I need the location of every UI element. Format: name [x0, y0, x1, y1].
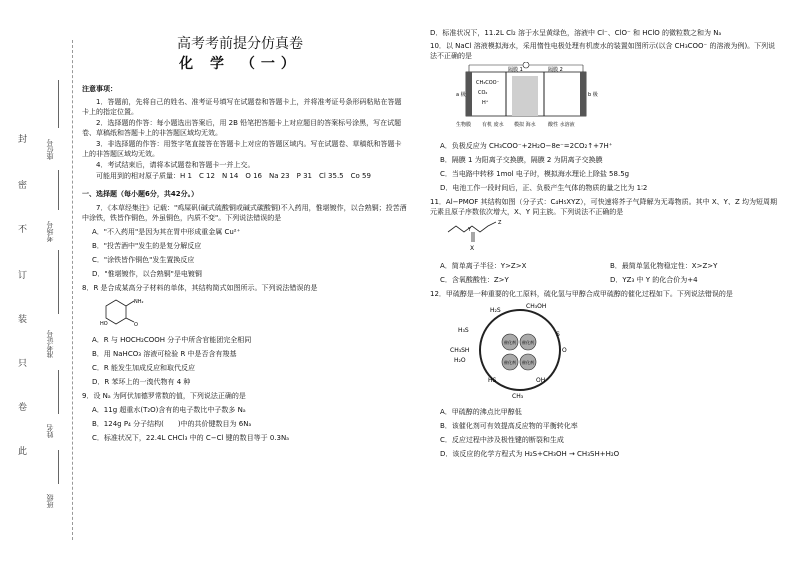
- exam-room-label: 考场号: [46, 221, 54, 242]
- species-oh: OH: [536, 377, 546, 384]
- catalyst-label: 催化剂: [522, 340, 534, 345]
- question-9-option-a: A．11g 超重水(T₂O)含有的电子数比中子数多 Nₐ: [92, 406, 246, 414]
- ion-co2: CO₂: [478, 90, 488, 96]
- question-10-option-c: C．当电路中转移 1mol 电子时，模拟海水理论上除盐 58.5g: [440, 170, 630, 178]
- name-label: 姓名: [46, 424, 54, 438]
- membrane-2-label: 隔膜 2: [548, 67, 563, 73]
- question-11-option-b: B．最简单氢化物稳定性：X>Z>Y: [610, 262, 718, 270]
- notice-item: 2．选择题的作答：每小题选出答案后，用 2B 铅笔把答题卡上对应题目的答案标号涂黑，写在试题卷、草稿纸和答题卡上的非答题区域均无效。: [82, 119, 402, 137]
- question-11-option-c: C．含氧酸酸性：Z>Y: [440, 276, 509, 284]
- question-11-option-d: D．YZ₃ 中 Y 的化合价为+4: [610, 276, 698, 284]
- question-8-option-d: D．R 苯环上的一溴代物有 4 种: [92, 378, 191, 386]
- question-11-option-a: A．简单离子半径：Y>Z>X: [440, 262, 527, 270]
- mol-label-ho: HO: [100, 321, 108, 327]
- molecule-r-structure: [96, 294, 156, 328]
- margin-char: 卷: [18, 403, 28, 413]
- membrane-1-label: 隔膜 1: [508, 67, 523, 73]
- al-pmof-structure: [444, 218, 524, 254]
- question-12-option-c: C．反应过程中涉及极性键的断裂和生成: [440, 436, 564, 444]
- question-10-option-d: D．电池工作一段时间后，正、负极产生气体的物质的量之比为 1∶2: [440, 184, 648, 192]
- bottom-label-biofilm: 生物膜: [456, 122, 472, 128]
- atom-z: Z: [498, 220, 502, 226]
- question-7-option-b: B．"投苦酒中"发生的是复分解反应: [92, 242, 202, 250]
- bottom-label-acid: 酸性 水溶液: [548, 122, 575, 128]
- question-7-option-a: A．"不入药用"是因为其在胃中形成重金属 Cu²⁺: [92, 228, 241, 236]
- catalytic-cycle-diagram: [450, 300, 610, 400]
- question-7-stem: 7．《本草经集注》记载："鸡屎矾(碱式硫酸铜或碱式碳酸铜)不入药用，惟堪镀作，以合熟铜；投苦酒中涂铁，铁皆作铜色，外虽铜色，内质不变"。下列说法错误的是: [82, 204, 407, 222]
- catalyst-label: 催化剂: [504, 360, 516, 365]
- question-12-option-a: A．甲硫醇的沸点比甲醇低: [440, 408, 522, 416]
- catalyst-label: 催化剂: [522, 360, 534, 365]
- binding-dashed-line: [72, 40, 73, 540]
- atom-y: Y: [468, 227, 472, 233]
- ion-h: H⁺: [482, 100, 489, 106]
- bottom-label-waste: 有机 废水: [482, 122, 504, 128]
- species-ch3sh: CH₃SH: [450, 347, 470, 354]
- mol-label-o: O: [134, 322, 138, 328]
- section-heading: 一、选择题（每小题6分，共42分。）: [82, 190, 199, 198]
- margin-char: 订: [18, 271, 28, 281]
- margin-char: 装: [18, 315, 28, 325]
- species-h2o: H₂O: [454, 357, 466, 364]
- name-line: [58, 370, 59, 414]
- species-ch3oh: CH₃OH: [526, 303, 547, 310]
- question-7-option-d: D．"惟堪镀作，以合熟铜"是电镀铜: [92, 270, 202, 278]
- atom-x: X: [470, 245, 475, 252]
- species-h3s: H₃S: [458, 327, 469, 334]
- question-8-stem: 8．R 是合成某高分子材料的单体，其结构简式如图所示。下列说法错误的是: [82, 284, 318, 292]
- question-9-option-d: D．标准状况下，11.2L Cl₂ 溶于水呈黄绿色，溶液中 Cl⁻、ClO⁻ 和 HClO 的微粒数之和为 Nₐ: [430, 29, 722, 37]
- exam-room-line: [58, 170, 59, 210]
- question-11-options-row-2: [430, 275, 780, 285]
- species-h2s: H₂S: [490, 307, 501, 314]
- question-7-option-c: C．"涂铁皆作铜色"发生置换反应: [92, 256, 195, 264]
- question-10-option-b: B．隔膜 1 为阳离子交换膜，隔膜 2 为阴离子交换膜: [440, 156, 603, 164]
- margin-char: 只: [18, 359, 28, 369]
- a-electrode-label: a 极: [456, 92, 466, 98]
- left-column: [82, 84, 407, 447]
- class-line: [58, 450, 59, 484]
- species-hs: HS: [488, 377, 497, 384]
- margin-char: 封: [18, 135, 28, 145]
- exam-subtitle: 化 学 （一）: [179, 56, 301, 72]
- margin-char: 此: [18, 447, 28, 457]
- atomic-masses: 可能用到的相对原子质量：H 1 C 12 N 14 O 16 Na 23 P 31 Cl 35.5 Co 59: [96, 172, 371, 180]
- question-8-option-b: B．用 NaHCO₃ 溶液可检验 R 中是否含有羧基: [92, 350, 237, 358]
- margin-char: 不: [18, 225, 28, 235]
- notice-item: 1．答题前，先将自己的姓名、准考证号填写在试题卷和答题卡上，并将准考证号条形码粘贴在答题卡上的指定位置。: [82, 98, 402, 116]
- b-electrode-label: b 极: [588, 92, 598, 98]
- seat-number-line: [58, 80, 59, 128]
- catalyst-label: 催化剂: [504, 340, 516, 345]
- question-11-options-row-1: [430, 261, 780, 271]
- question-9-stem: 9．设 Nₐ 为阿伏加德罗常数的值，下列说法正确的是: [82, 392, 246, 400]
- ticket-number-line: [58, 250, 59, 314]
- notice-item: 4．考试结束后，请将本试题卷和答题卡一并上交。: [96, 161, 255, 169]
- question-12-option-d: D．该反应的化学方程式为 H₂S+CH₃OH → CH₃SH+H₂O: [440, 450, 620, 458]
- question-12-option-b: B．该催化剂可有效提高反应物的平衡转化率: [440, 422, 578, 430]
- exam-title: 高考考前提分仿真卷: [177, 36, 303, 52]
- question-9-option-b: B．124g P₄ 分子结构( )中的共价键数目为 6Nₐ: [92, 420, 252, 428]
- question-9-option-c: C．标准状况下，22.4L CHCl₃ 中的 C−Cl 键的数目等于 0.3Nₐ: [92, 434, 289, 442]
- species-o: O: [562, 347, 567, 354]
- notice-title: 注意事项：: [82, 85, 117, 93]
- notice-item: 3．非选择题的作答：用签字笔直接答在答题卡上对应的答题区域内。写在试题卷、草稿纸和答题卡上的非答题区域均无效。: [82, 140, 402, 158]
- question-8-option-a: A．R 与 HOCH₂COOH 分子中所含官能团完全相同: [92, 336, 252, 344]
- question-10-option-a: A．负极反应为 CH₃COO⁻+2H₂O−8e⁻=2CO₂↑+7H⁺: [440, 142, 613, 150]
- question-10-stem: 10．以 NaCl 溶液模拟海水，采用惰性电极处理有机废水的装置如图所示(以含 CH₃COO⁻ 的溶液为例)。下列说法不正确的是: [430, 42, 776, 60]
- right-column: [430, 28, 780, 463]
- bottom-label-seawater: 模拟 海水: [514, 122, 536, 128]
- question-12-stem: 12．甲硫醇是一种重要的化工原料，硫化氢与甲醇合成甲硫醇的催化过程如下。下列说法错误的是: [430, 290, 733, 298]
- question-11-stem: 11．Al−PMOF 其结构如图（分子式：C₄H₅XYZ），可快速将芥子气降解为无毒物质。其中 X、Y、Z 均为短周期元素且原子序数依次增大，X、Y 同主族。下列说法不正确的是: [430, 198, 777, 216]
- species-ch3: CH₃: [512, 393, 524, 400]
- seat-number-label: 座位号: [46, 139, 54, 160]
- ticket-number-label: 准考证号: [46, 330, 54, 358]
- electrolysis-cell-diagram: [456, 62, 616, 134]
- ion-acetate: CH₃COO⁻: [476, 80, 500, 86]
- margin-char: 密: [18, 181, 28, 191]
- question-8-option-c: C．R 能发生加成反应和取代反应: [92, 364, 195, 372]
- class-label: 班级: [46, 494, 54, 508]
- mol-label-nh2: NH₂: [134, 299, 144, 305]
- species-s: S: [556, 331, 560, 338]
